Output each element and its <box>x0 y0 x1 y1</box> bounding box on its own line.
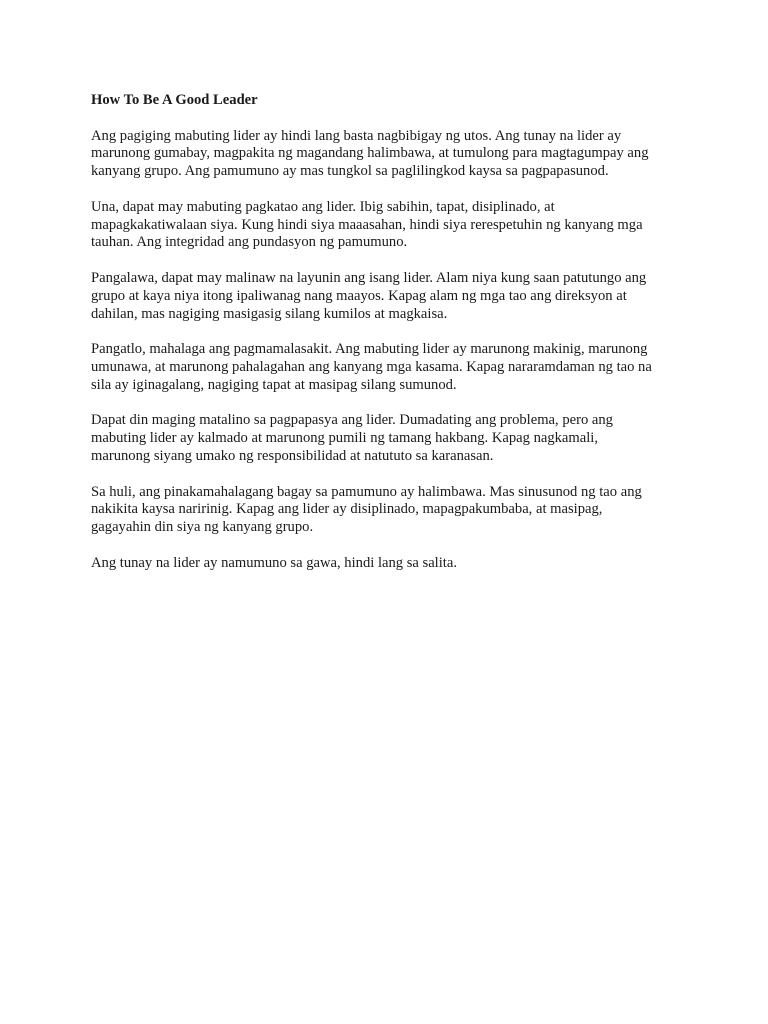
paragraph-3 <box>91 270 691 323</box>
paragraph-line: marunong siyang umako ng responsibilidad at natututo sa karanasan. <box>91 447 494 464</box>
paragraph-line: Ang tunay na lider ay namumuno sa gawa, hindi lang sa salita. <box>91 554 457 571</box>
paragraph-5 <box>91 412 691 465</box>
paragraph-2 <box>91 199 691 252</box>
paragraph-line: gagayahin din siya ng kanyang grupo. <box>91 519 314 536</box>
paragraph-line: mapagkakatiwalaan siya. Kung hindi siya maaasahan, hindi siya rerespetuhin ng kanyang mga <box>91 216 643 233</box>
paragraph-line: Pangalawa, dapat may malinaw na layunin ang isang lider. Alam niya kung saan patutungo ang <box>91 269 647 286</box>
paragraph-1 <box>91 128 691 181</box>
paragraph-6 <box>91 484 691 537</box>
paragraph-line: Ang pagiging mabuting lider ay hindi lang basta nagbibigay ng utos. Ang tunay na lider ay <box>91 127 622 144</box>
paragraph-4 <box>91 341 691 394</box>
paragraph-line: sila ay iginagalang, nagiging tapat at masipag silang sumunod. <box>91 376 457 393</box>
paragraph-line: Pangatlo, mahalaga ang pagmamalasakit. Ang mabuting lider ay marunong makinig, marunong <box>91 341 648 358</box>
paragraph-line: Una, dapat may mabuting pagkatao ang lider. Ibig sabihin, tapat, disiplinado, at <box>91 198 555 215</box>
paragraph-line: Sa huli, ang pinakamahalagang bagay sa pamumuno ay halimbawa. Mas sinusunod ng tao ang <box>91 483 642 500</box>
paragraph-line: kanyang grupo. Ang pamumuno ay mas tungkol sa paglilingkod kaysa sa pagpapasunod. <box>91 163 609 180</box>
paragraph-line: nakikita kaysa naririnig. Kapag ang lider ay disiplinado, mapagpakumbaba, at masipag, <box>91 501 603 518</box>
paragraph-7 <box>91 555 691 573</box>
paragraph-line: umunawa, at marunong pahalagahan ang kanyang mga kasama. Kapag nararamdaman ng tao na <box>91 358 652 375</box>
paragraph-line: marunong gumabay, magpakita ng magandang halimbawa, at tumulong para magtagumpay ang <box>91 145 649 162</box>
paragraph-line: dahilan, mas nagiging masigasig silang kumilos at magkaisa. <box>91 305 448 322</box>
paragraph-line: tauhan. Ang integridad ang pundasyon ng pamumuno. <box>91 234 408 251</box>
paragraph-line: grupo at kaya niya itong ipaliwanag nang maayos. Kapag alam ng mga tao ang direksyon at <box>91 287 627 304</box>
document-title: How To Be A Good Leader <box>91 92 258 108</box>
paragraph-line: mabuting lider ay kalmado at marunong pumili ng tamang hakbang. Kapag nagkamali, <box>91 430 598 447</box>
paragraph-line: Dapat din maging matalino sa pagpapasya ang lider. Dumadating ang problema, pero ang <box>91 412 613 429</box>
document-body <box>91 92 691 590</box>
